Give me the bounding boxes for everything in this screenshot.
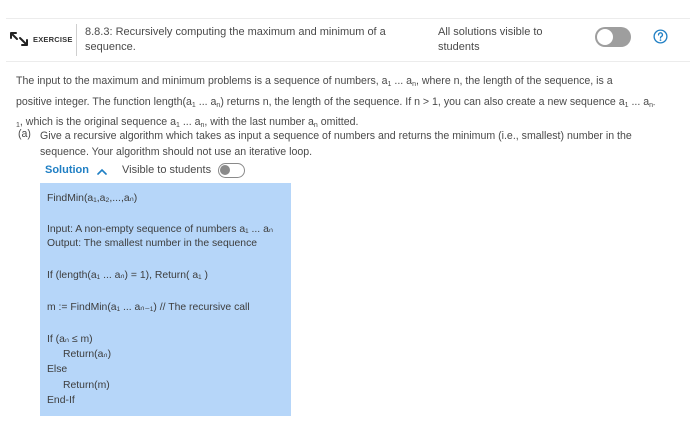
solution-toggle-button[interactable]: Solution	[45, 164, 89, 176]
exercise-arrows-icon	[8, 28, 30, 50]
exercise-header	[0, 0, 700, 62]
solution-line: If (length(a₁ ... aₙ) = 1), Return( a₁ )	[47, 270, 209, 281]
problem-intro: The input to the maximum and minimum problems is a sequence of numbers, $a_1$ ... $a_n$, where n, the length of the sequence, is a positive integer. The function $length(a_1$ ... $a_n$) returns n, the length of the sequence. If n > 1, you can also create a new sequence $a_1$ ... $a_{n-}$ $_1$, which is the original sequence $a_1$ ... $a_n$, with the last number $a_n$ omitted.	[16, 75, 656, 129]
chevron-up-icon[interactable]	[97, 168, 107, 175]
header-bottom-rule	[6, 61, 690, 62]
solution-line: Return(aₙ)	[63, 349, 112, 360]
exercise-label: EXERCISE	[33, 35, 73, 44]
help-icon[interactable]	[653, 29, 668, 44]
visible-to-students-label: Visible to students	[122, 164, 212, 176]
toggle-knob	[220, 165, 230, 175]
solution-line: FindMin(a₁,a₂,...,aₙ)	[47, 193, 138, 204]
solution-line: m := FindMin(a₁ ... aₙ₋₁) // The recursive call	[47, 302, 250, 313]
exercise-title-line2: sequence.	[85, 41, 136, 53]
solutions-visibility-line1: All solutions visible to	[438, 26, 543, 38]
solution-line: Return(m)	[63, 380, 110, 391]
solution-box	[40, 183, 291, 416]
solution-line: If (aₙ ≤ m)	[47, 334, 93, 345]
all-solutions-visible-toggle[interactable]	[595, 27, 631, 47]
toggle-knob	[597, 29, 613, 45]
solution-line: Else	[47, 364, 68, 375]
visible-to-students-toggle[interactable]	[218, 163, 245, 178]
part-a-text: Give a recursive algorithm which takes as input a sequence of numbers and returns the minimum (i.e., smallest) number in the sequence. Your algorithm should not use an iterative loop.	[40, 130, 632, 158]
exercise-title-line1: 8.8.3: Recursively computing the maximum and minimum of a	[85, 26, 386, 38]
part-a-label: (a)	[18, 128, 31, 140]
header-divider	[76, 24, 77, 56]
solution-line: Input: A non-empty sequence of numbers a₁ ... aₙ	[47, 224, 273, 235]
exercise-title	[85, 25, 395, 55]
header-top-rule	[6, 18, 690, 19]
solutions-visibility-line2: students	[438, 41, 480, 53]
solutions-visibility-label	[438, 25, 568, 55]
solution-line: End-If	[47, 395, 75, 406]
solution-line: Output: The smallest number in the sequence	[47, 238, 258, 249]
